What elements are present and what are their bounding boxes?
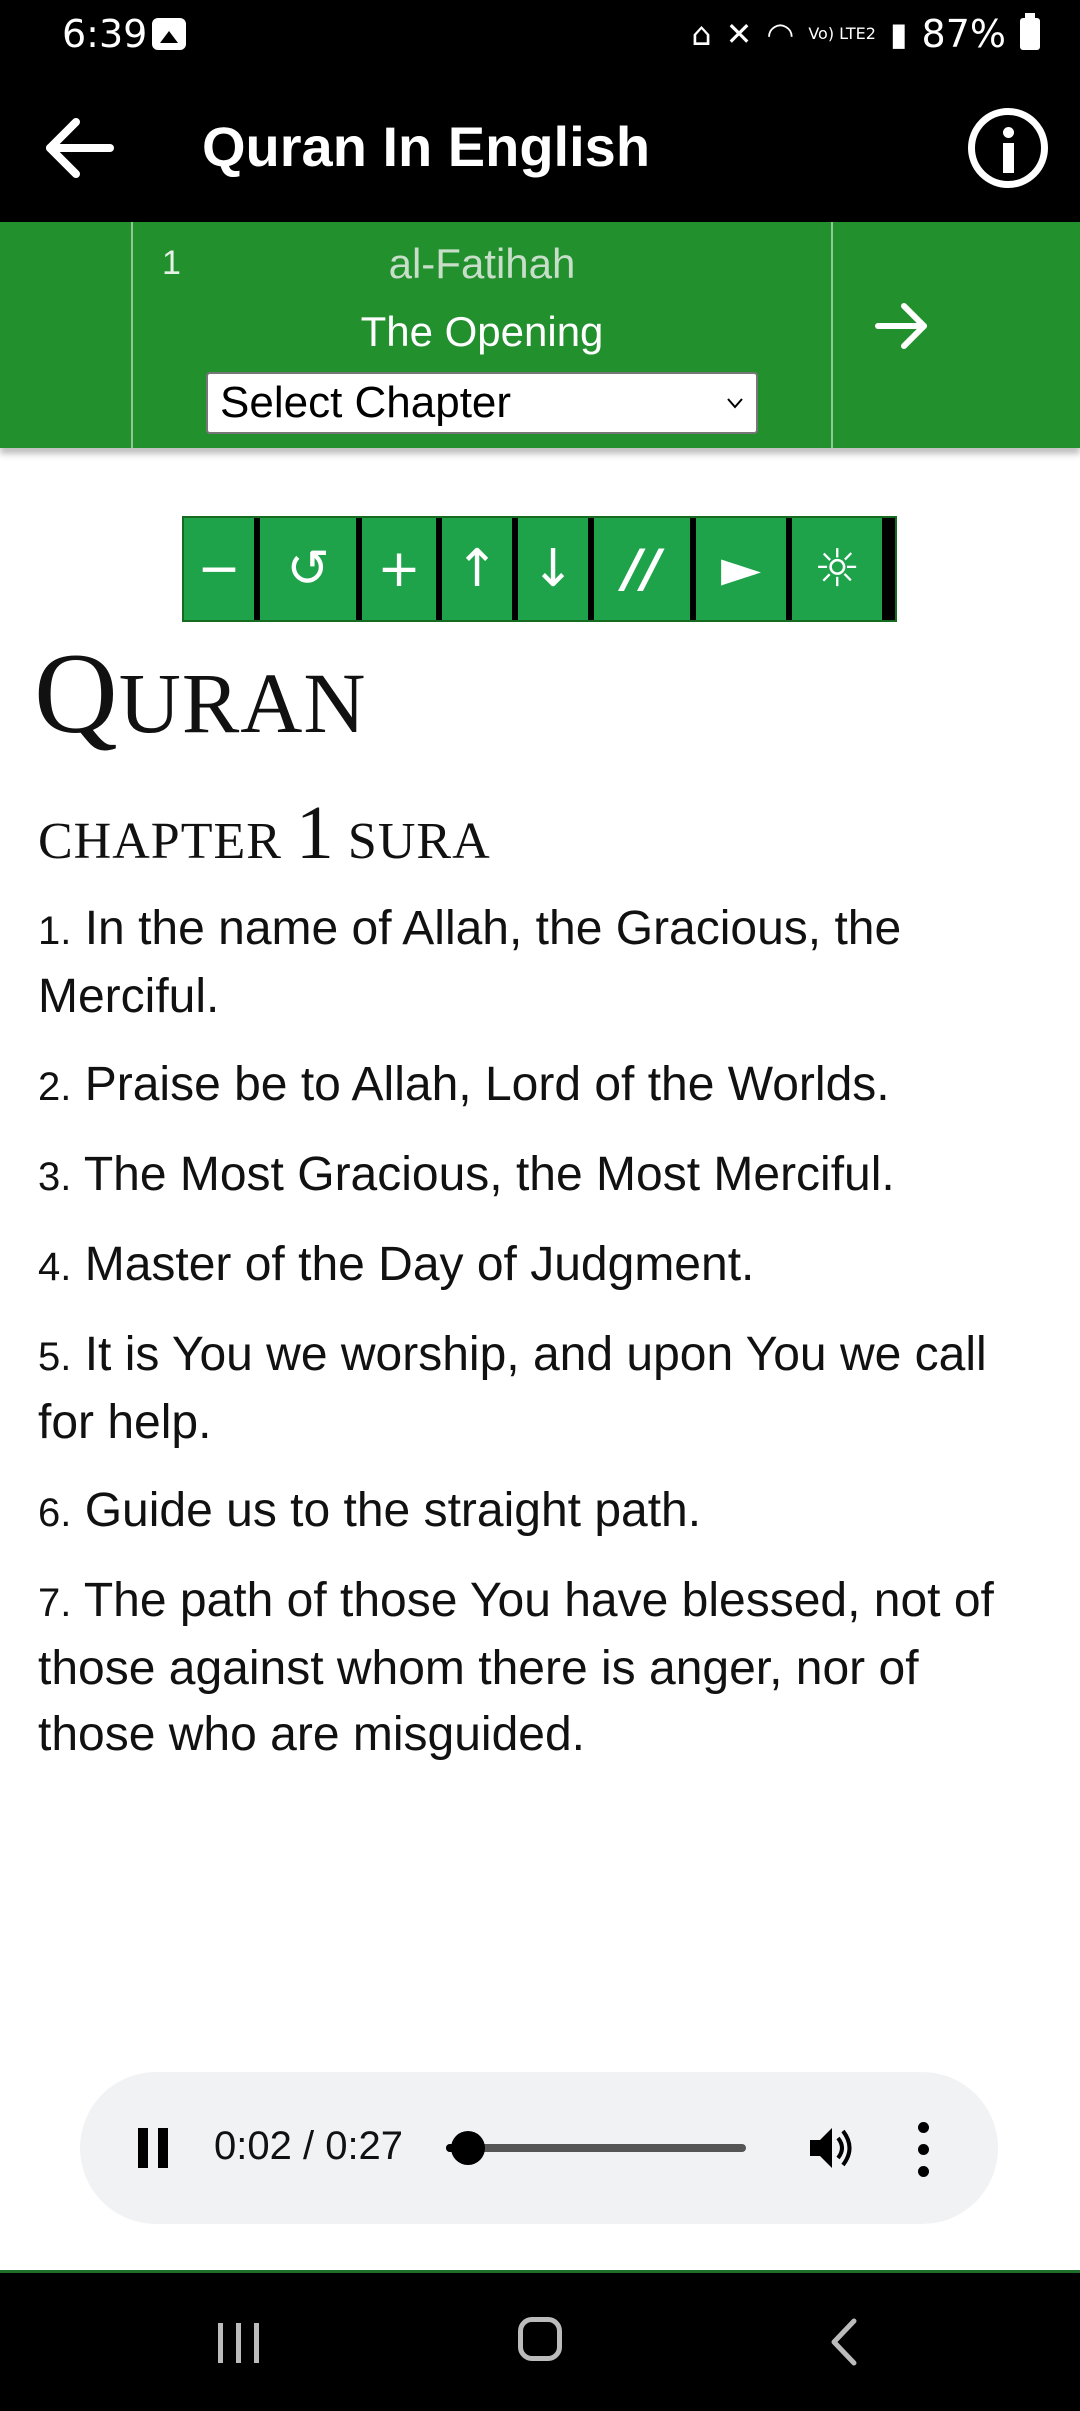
book-title-initial: Q	[34, 630, 119, 758]
chapter-heading-number: 1	[295, 791, 334, 875]
scroll-up-button[interactable]: ↑	[442, 518, 512, 620]
verse-5: 5. It is You we worship, and upon You we call for help.	[38, 1328, 987, 1449]
bluetooth-icon: ⌂	[691, 15, 712, 53]
battery-percent: 87%	[921, 12, 1006, 56]
verse-2: 2. Praise be to Allah, Lord of the Worlds.	[38, 1058, 890, 1111]
next-chapter-arrow-icon[interactable]	[872, 296, 932, 356]
status-bar	[0, 0, 1080, 72]
brightness-button[interactable]: ☼	[792, 518, 882, 620]
page-title: Quran In English	[202, 115, 651, 178]
reset-button[interactable]: ↺	[260, 518, 356, 620]
audio-time: 0:02 / 0:27	[214, 2124, 404, 2168]
verse-6: 6. Guide us to the straight path.	[38, 1484, 702, 1537]
increase-font-button[interactable]: +	[362, 518, 436, 620]
chapter-number: 1	[162, 244, 181, 282]
scroll-down-button[interactable]: ↓	[518, 518, 588, 620]
verse-1: 1. In the name of Allah, the Gracious, the Merciful.	[38, 902, 902, 1023]
network-label: Vo) LTE2	[808, 24, 876, 43]
home-icon[interactable]	[518, 2317, 562, 2361]
book-title-rest: URAN	[118, 655, 367, 751]
chapter-english-name: The Opening	[360, 308, 604, 355]
recent-apps-icon[interactable]	[218, 2323, 264, 2363]
back-arrow-icon[interactable]	[42, 110, 118, 186]
sura-word: SURA	[347, 813, 491, 870]
chapter-arabic-name: al-Fatihah	[388, 240, 576, 287]
reading-controls	[182, 516, 897, 622]
pause-button[interactable]: //	[594, 518, 690, 620]
decrease-font-button[interactable]: −	[184, 518, 254, 620]
back-nav-icon[interactable]	[826, 2317, 866, 2367]
wifi-icon: ◠	[766, 15, 795, 53]
audio-seek-knob[interactable]	[451, 2131, 485, 2165]
info-icon[interactable]	[968, 108, 1048, 188]
book-title	[34, 628, 366, 761]
gallery-notification-icon	[152, 18, 186, 50]
system-nav-bar	[0, 2270, 1080, 2411]
chapter-select-label: Select Chapter	[220, 378, 512, 427]
verse-4: 4. Master of the Day of Judgment.	[38, 1238, 755, 1291]
verse-list	[38, 896, 1048, 1790]
battery-icon	[1020, 18, 1040, 50]
pause-icon[interactable]	[138, 2128, 168, 2168]
verse-3: 3. The Most Gracious, the Most Merciful.	[38, 1148, 895, 1201]
audio-seek-bar[interactable]	[446, 2144, 746, 2152]
volume-icon[interactable]	[808, 2124, 858, 2172]
status-time: 6:39	[62, 12, 148, 56]
status-icons	[691, 12, 1040, 56]
signal-icon: ▮	[889, 15, 908, 53]
chapter-word: CHAPTER	[38, 813, 282, 870]
mute-icon: ✕	[725, 15, 753, 53]
more-options-icon[interactable]	[916, 2122, 930, 2178]
audio-player	[80, 2072, 998, 2224]
chevron-down-icon	[726, 394, 744, 412]
verse-7: 7. The path of those You have blessed, not of those against whom there is anger, nor of those who are misguided.	[38, 1574, 994, 1761]
app-toolbar	[0, 72, 1080, 222]
chapter-select[interactable]	[206, 372, 758, 434]
play-button[interactable]: ►	[696, 518, 786, 620]
chapter-heading	[38, 790, 491, 877]
